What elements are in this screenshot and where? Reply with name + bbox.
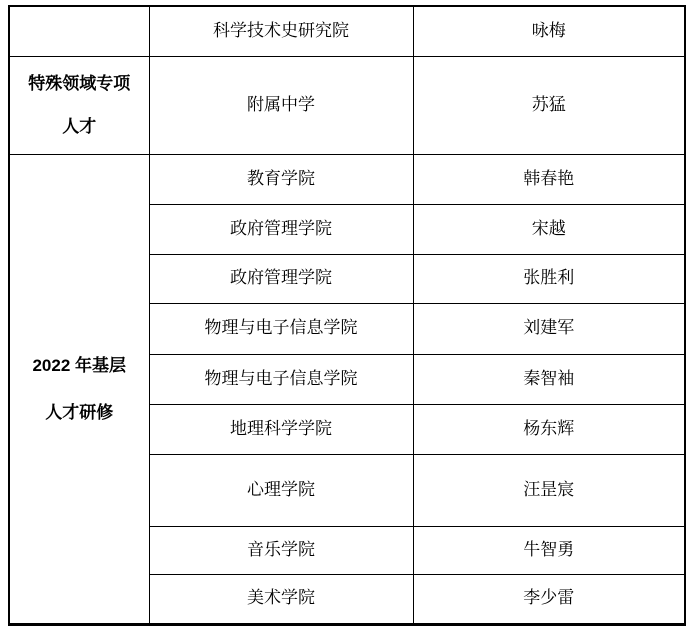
- category-cell-special: [9, 56, 149, 154]
- table-row: [9, 154, 685, 204]
- category-line: 特殊领域专项: [28, 74, 131, 93]
- name-cell: 秦智袖: [413, 354, 685, 404]
- name-cell: 苏猛: [413, 56, 685, 154]
- org-cell: 物理与电子信息学院: [149, 303, 413, 354]
- name-cell: 牛智勇: [413, 526, 685, 574]
- name-cell: 咏梅: [413, 6, 685, 56]
- name-cell: 李少雷: [413, 574, 685, 624]
- org-cell: 附属中学: [149, 56, 413, 154]
- name-cell: 韩春艳: [413, 154, 685, 204]
- category-line: 人才研修: [45, 402, 114, 422]
- name-cell: 杨东辉: [413, 404, 685, 454]
- name-cell: 宋越: [413, 204, 685, 254]
- org-cell: 音乐学院: [149, 526, 413, 574]
- org-cell: 美术学院: [149, 574, 413, 624]
- personnel-table: [8, 5, 686, 626]
- org-cell: 心理学院: [149, 454, 413, 526]
- org-cell: 地理科学学院: [149, 404, 413, 454]
- category-cell-training: [9, 154, 149, 624]
- category-line: 2022 年基层: [32, 355, 127, 375]
- org-cell: 政府管理学院: [149, 204, 413, 254]
- name-cell: 张胜利: [413, 254, 685, 303]
- org-cell: 科学技术史研究院: [149, 6, 413, 56]
- category-cell-empty: [9, 6, 149, 56]
- table-row: [9, 6, 685, 56]
- category-line: 人才: [62, 117, 97, 136]
- org-cell: 物理与电子信息学院: [149, 354, 413, 404]
- name-cell: 刘建军: [413, 303, 685, 354]
- table-row: [9, 56, 685, 154]
- name-cell: 汪昰宸: [413, 454, 685, 526]
- org-cell: 政府管理学院: [149, 254, 413, 303]
- org-cell: 教育学院: [149, 154, 413, 204]
